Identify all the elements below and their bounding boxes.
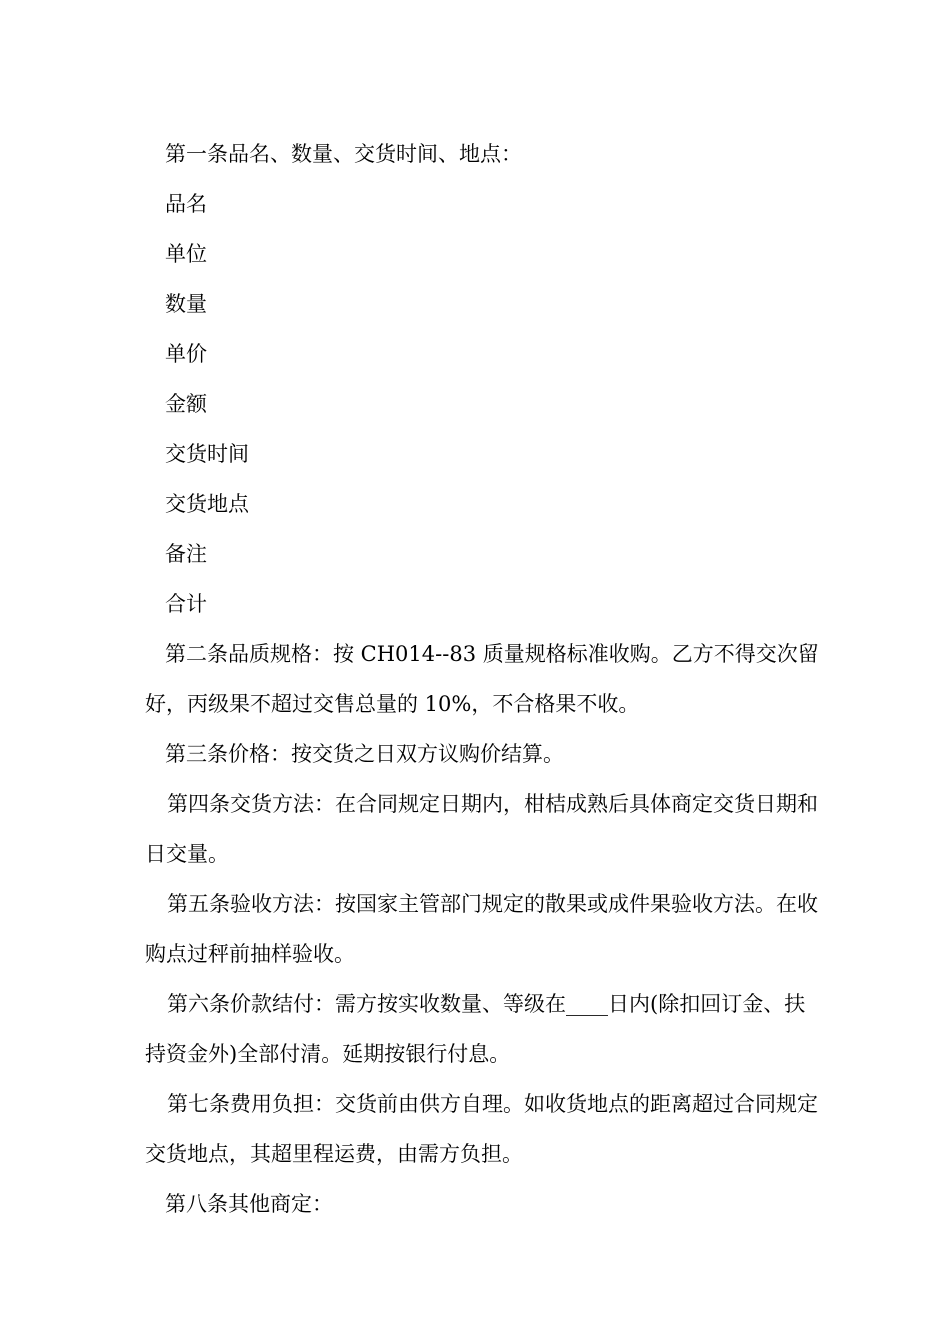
item-quantity: 数量 <box>165 292 207 316</box>
item-total: 合计 <box>165 592 207 616</box>
article-3-price: 第三条价格：按交货之日双方议购价结算。 <box>165 742 564 766</box>
article-4-delivery: 第四条交货方法：在合同规定日期内，柑桔成熟后具体商定交货日期和日交量。 <box>145 792 818 866</box>
article-6-payment: 第六条价款结付：需方按实收数量、等级在____日内(除扣回订金、扶持资金外)全部付清。延期按银行付息。 <box>145 992 806 1066</box>
item-unit-price: 单价 <box>165 342 207 366</box>
article-8-other: 第八条其他商定： <box>165 1192 333 1216</box>
article-7-costs: 第七条费用负担：交货前由供方自理。如收货地点的距离超过合同规定交货地点，其超里程运费，由需方负担。 <box>145 1092 818 1166</box>
document-body <box>145 129 825 1229</box>
article-5-inspection: 第五条验收方法：按国家主管部门规定的散果或成件果验收方法。在收购点过秤前抽样验收。 <box>145 892 818 966</box>
article-1-heading: 第一条品名、数量、交货时间、地点： <box>165 142 522 166</box>
item-remarks: 备注 <box>165 542 207 566</box>
item-product-name: 品名 <box>165 192 207 216</box>
item-delivery-time: 交货时间 <box>165 442 249 466</box>
item-delivery-place: 交货地点 <box>165 492 249 516</box>
item-amount: 金额 <box>165 392 207 416</box>
article-2-quality: 第二条品质规格：按 CH014--83 质量规格标准收购。乙方不得交次留好，丙级果不超过交售总量的 10%，不合格果不收。 <box>145 642 819 716</box>
item-unit: 单位 <box>165 242 207 266</box>
